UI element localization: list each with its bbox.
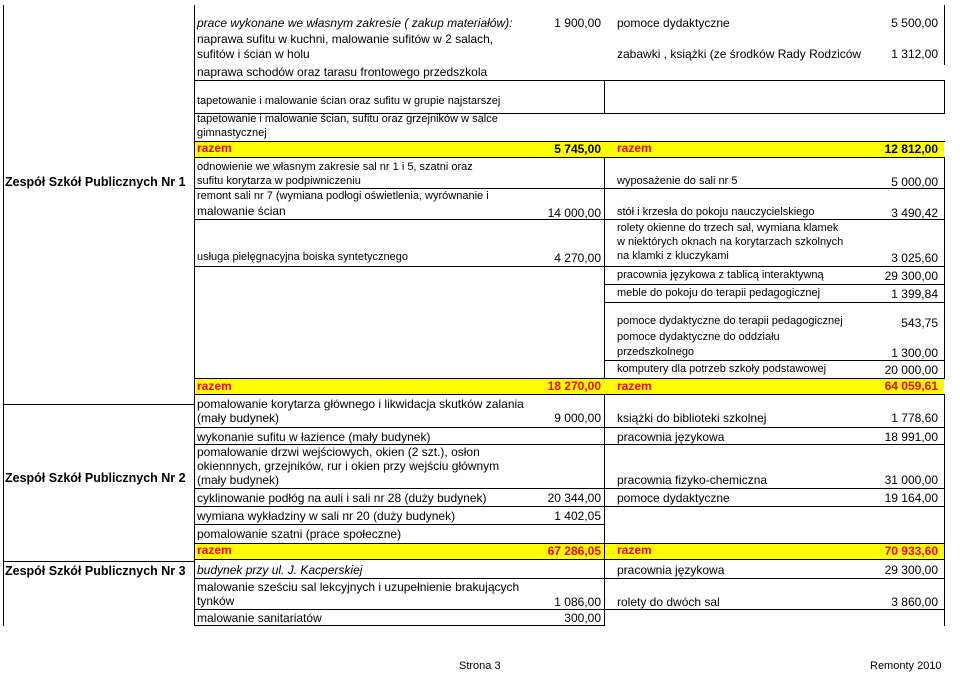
grid-line bbox=[944, 394, 945, 626]
s1-right-item7-amount: 1 300,00 bbox=[891, 346, 938, 360]
footer-document-name: Remonty 2010 bbox=[870, 660, 942, 672]
s2-item3-line1: pomalowanie drzwi wejściowych, okien (2 szt.), osłon bbox=[197, 445, 480, 459]
grid-line bbox=[194, 157, 945, 158]
s1-right-razem-amount: 64 059,61 bbox=[884, 379, 938, 393]
s1-right-item5-amount: 1 399,84 bbox=[891, 287, 938, 301]
s2-item1-line2: (mały budynek) bbox=[197, 411, 280, 425]
s1-right-item3-line1: rolety okienne do trzech sal, wymiana klamek bbox=[617, 222, 839, 234]
s0-right-item1: pomoce dydaktyczne bbox=[617, 16, 730, 30]
s1-right-razem-label: razem bbox=[617, 379, 652, 393]
grid-line bbox=[194, 5, 195, 626]
s1-razem-label: razem bbox=[197, 379, 232, 393]
s2-item3-line2: okiennnych, grzejników, rur i okien przy wejściu głównym bbox=[197, 459, 500, 473]
grid-line bbox=[944, 80, 945, 113]
s2-item3-line3: (mały budynek) bbox=[197, 473, 280, 487]
grid-line bbox=[604, 284, 945, 285]
s3-item3-amount: 300,00 bbox=[564, 611, 601, 625]
s1-right-item6-amount: 543,75 bbox=[901, 316, 938, 330]
s0-item2: naprawa schodów oraz tarasu frontowego przedszkola bbox=[197, 65, 488, 79]
s2-item4: cyklinowanie podłóg na auli i sali nr 28 (duży budynek) bbox=[197, 491, 487, 505]
s1-right-item4-amount: 29 300,00 bbox=[884, 269, 938, 283]
s1-right-item2-amount: 3 490,42 bbox=[891, 206, 938, 220]
s1-right-item1-amount: 5 000,00 bbox=[891, 175, 938, 189]
s3-item3: malowanie sanitariatów bbox=[197, 611, 322, 625]
grid-line bbox=[194, 394, 945, 395]
s2-item5-amount: 1 402,05 bbox=[554, 509, 601, 523]
grid-line bbox=[194, 427, 945, 428]
s3-right-item2-amount: 3 860,00 bbox=[891, 595, 938, 609]
grid-line bbox=[3, 5, 4, 626]
grid-line bbox=[604, 158, 605, 378]
s1-item2-line2: malowanie ścian bbox=[197, 204, 286, 218]
s0-item4-line2: gimnastycznej bbox=[197, 127, 267, 139]
s3-item2-amount: 1 086,00 bbox=[554, 595, 601, 609]
s0-razem-amount: 5 745,00 bbox=[554, 142, 601, 156]
grid-line bbox=[194, 266, 605, 267]
grid-line bbox=[3, 561, 195, 562]
s2-right-item3: pracownia fizyko-chemiczna bbox=[617, 473, 768, 487]
s2-right-razem-amount: 70 933,60 bbox=[884, 544, 938, 558]
s0-right-razem-amount: 12 812,00 bbox=[884, 142, 938, 156]
s1-right-item3-line3: na klamki z kluczykami bbox=[617, 250, 729, 262]
s1-right-item5: meble do pokoju do terapii pedagogicznej bbox=[617, 287, 821, 299]
s2-right-item1: książki do biblioteki szkolnej bbox=[617, 411, 767, 425]
grid-line bbox=[194, 524, 605, 525]
s1-item1-line2: sufitu korytarza w podpiwniczeniu bbox=[197, 175, 361, 187]
s0-right-item2-amount: 1 312,00 bbox=[891, 47, 938, 61]
grid-line bbox=[604, 266, 945, 267]
grid-line bbox=[194, 488, 945, 489]
s2-right-item3-amount: 31 000,00 bbox=[884, 473, 938, 487]
s2-item6: pomalowanie szatni (prace społeczne) bbox=[197, 527, 402, 541]
s2-right-item4-amount: 19 164,00 bbox=[884, 491, 938, 505]
s2-item2: wykonanie sufitu w łazience (mały budynek) bbox=[197, 430, 431, 444]
school-name-nr3: Zespół Szkół Publicznych Nr 3 bbox=[5, 564, 186, 578]
school-name-nr2: Zespół Szkół Publicznych Nr 2 bbox=[5, 471, 186, 485]
s2-right-item1-amount: 1 778,60 bbox=[891, 411, 938, 425]
s0-razem-label: razem bbox=[197, 141, 232, 155]
s0-header-amount: 1 900,00 bbox=[554, 16, 601, 30]
grid-line bbox=[604, 80, 605, 113]
grid-line bbox=[194, 578, 945, 579]
s0-right-item1-amount: 5 500,00 bbox=[891, 16, 938, 30]
s3-item2-line1: malowanie sześciu sal lekcyjnych i uzupełnienie brakujących bbox=[197, 580, 520, 594]
s0-right-razem-label: razem bbox=[617, 141, 652, 155]
s3-right-item1-amount: 29 300,00 bbox=[884, 563, 938, 577]
grid-line bbox=[944, 158, 945, 378]
footer-page-number: Strona 3 bbox=[459, 660, 501, 672]
s1-right-item7-line1: pomoce dydaktyczne do oddziału bbox=[617, 331, 780, 343]
s3-right-item1: pracownia językowa bbox=[617, 563, 725, 577]
school-name-nr1: Zespół Szkół Publicznych Nr 1 bbox=[5, 175, 186, 189]
s2-right-item2: pracownia językowa bbox=[617, 430, 725, 444]
s2-item5: wymiana wykładziny w sali nr 20 (duży budynek) bbox=[197, 509, 456, 523]
s2-right-item4: pomoce dydaktyczne bbox=[617, 491, 730, 505]
s1-right-item4: pracownia językowa z tablicą interaktywną bbox=[617, 269, 824, 281]
s1-right-item3-line2: w niektórych oknach na korytarzach szkolnych bbox=[617, 236, 844, 248]
s2-right-razem-label: razem bbox=[617, 543, 652, 557]
s1-item1-line1: odnowienie we własnym zakresie sal nr 1 i 5, szatni oraz bbox=[197, 161, 473, 173]
grid-line bbox=[944, 5, 945, 65]
s2-right-item2-amount: 18 991,00 bbox=[884, 430, 938, 444]
s0-item3: tapetowanie i malowanie ścian oraz sufitu w grupie najstarszej bbox=[197, 95, 501, 107]
s0-header: prace wykonane we własnym zakresie ( zakup materiałów): bbox=[197, 16, 513, 30]
grid-line bbox=[604, 394, 605, 626]
grid-line bbox=[194, 559, 945, 560]
s1-item2-amount: 14 000,00 bbox=[547, 206, 601, 220]
s1-right-item7-line2: przedszkolnego bbox=[617, 346, 695, 358]
s1-item3-amount: 4 270,00 bbox=[554, 251, 601, 265]
s1-item3: usługa pielęgnacyjna boiska syntetycznego bbox=[197, 251, 408, 263]
grid-line bbox=[3, 404, 195, 405]
s1-right-item3-amount: 3 025,60 bbox=[891, 251, 938, 265]
grid-line bbox=[194, 188, 945, 189]
s1-right-item8: komputery dla potrzeb szkoły podstawowej bbox=[617, 363, 827, 375]
s1-right-item6: pomoce dydaktyczne do terapii pedagogicznej bbox=[617, 315, 843, 327]
s2-razem-label: razem bbox=[197, 543, 232, 557]
grid-line bbox=[194, 506, 945, 507]
s1-item2-line1: remont sali nr 7 (wymiana podłogi oświetlenia, wyrównanie i bbox=[197, 190, 489, 202]
s2-item4-amount: 20 344,00 bbox=[547, 491, 601, 505]
s1-right-item2: stół i krzesła do pokoju nauczycielskiego bbox=[617, 206, 815, 218]
grid-line bbox=[194, 80, 945, 81]
s2-item1-line1: pomalowanie korytarza głównego i likwidacja skutków zalania bbox=[197, 397, 524, 411]
s0-item4-line1: tapetowanie i malowanie ścian, sufitu oraz grzejników w salce bbox=[197, 113, 498, 125]
s1-right-item8-amount: 20 000,00 bbox=[884, 363, 938, 377]
s3-item2-line2: tynków bbox=[197, 594, 235, 608]
s0-right-item2: zabawki , książki (ze środków Rady Rodziców bbox=[617, 47, 862, 61]
grid-line bbox=[604, 302, 945, 303]
s3-right-item2: rolety do dwóch sal bbox=[617, 595, 720, 609]
s2-razem-amount: 67 286,05 bbox=[547, 544, 601, 558]
s3-item1: budynek przy ul. J. Kacperskiej bbox=[197, 563, 363, 577]
s1-right-item1: wyposażenie do sali nr 5 bbox=[617, 175, 738, 187]
s2-item1-amount: 9 000,00 bbox=[554, 411, 601, 425]
s0-item1-line1: naprawa sufitu w kuchni, malowanie sufitów w 2 salach, bbox=[197, 32, 494, 46]
s0-item1-line2: sufitów i ścian w holu bbox=[197, 47, 310, 61]
s1-razem-amount: 18 270,00 bbox=[547, 379, 601, 393]
